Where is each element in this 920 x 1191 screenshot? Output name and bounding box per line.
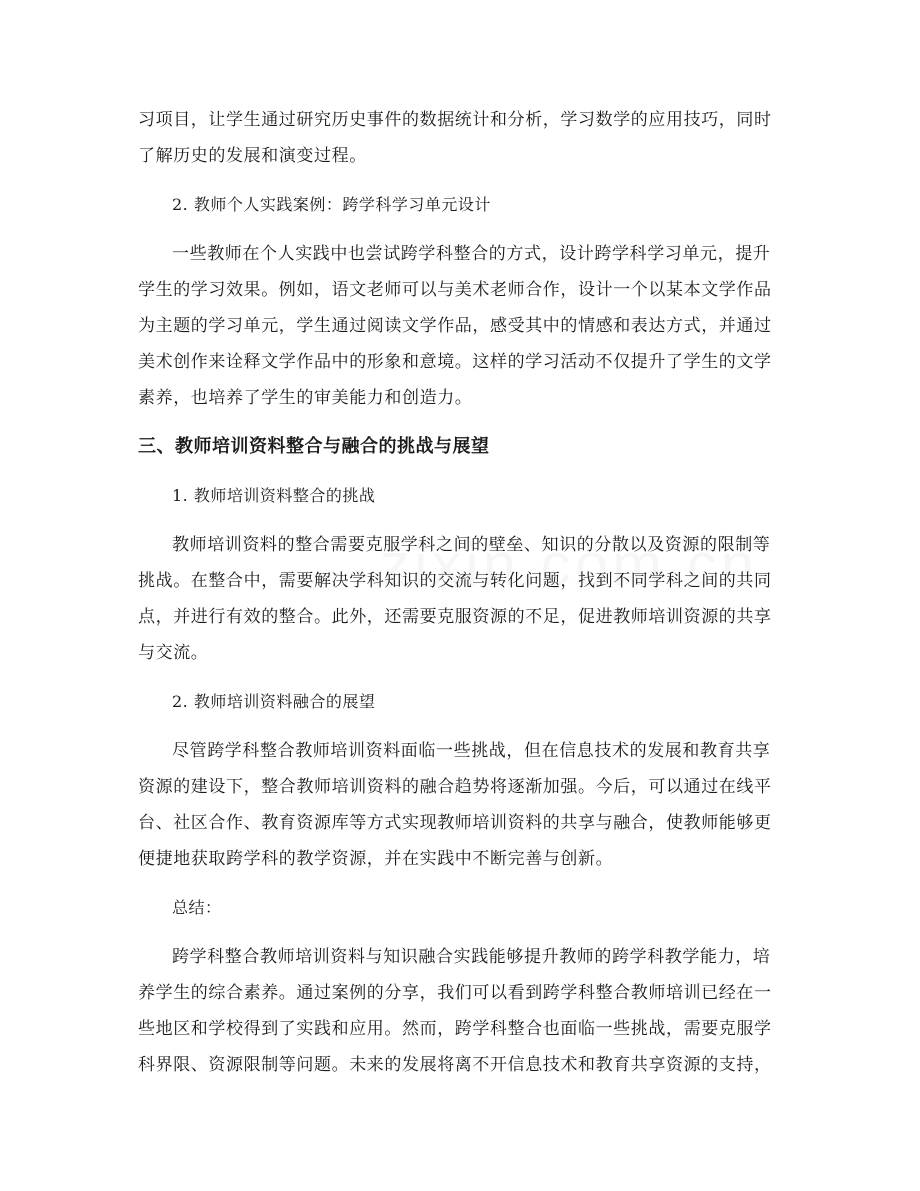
paragraph-line: 尽管跨学科整合教师培训资料面临一些挑战，但在信息技术的发展和教育共享: [172, 741, 771, 761]
paragraph-line: 科界限、资源限制等问题。未来的发展将离不开信息技术和教育共享资源的支持，: [138, 1055, 772, 1075]
outlook-subheading: 2. 教师培训资料融合的展望: [172, 692, 376, 711]
paragraph-line: 习项目，让学生通过研究历史事件的数据统计和分析，学习数学的应用技巧，同时: [138, 110, 772, 130]
paragraph-line: 台、社区合作、教育资源库等方式实现教师培训资料的共享与融合，使教师能够更: [138, 813, 772, 833]
paragraph-line: 教师培训资料的整合需要克服学科之间的壁垒、知识的分散以及资源的限制等: [172, 535, 771, 555]
paragraph-line: 养学生的综合素养。通过案例的分享，我们可以看到跨学科整合教师培训已经在一: [138, 983, 772, 1003]
paragraph-top: [138, 102, 784, 174]
paragraph-line: 挑战。在整合中，需要解决学科知识的交流与转化问题，找到不同学科之间的共同: [138, 571, 772, 591]
paragraph-line: 资源的建设下，整合教师培训资料的融合趋势将逐渐加强。今后，可以通过在线平: [138, 777, 772, 797]
document-body: [138, 102, 784, 1096]
paragraph-line: 美术创作来诠释文学作品中的形象和意境。这样的学习活动不仅提升了学生的文学: [138, 352, 772, 372]
paragraph-line: 些地区和学校得到了实践和应用。然而，跨学科整合也面临一些挑战，需要克服学: [138, 1019, 772, 1039]
summary-paragraph: [138, 939, 784, 1083]
paragraph-line: 为主题的学习单元，学生通过阅读文学作品，感受其中的情感和表达方式，并通过: [138, 316, 772, 336]
paragraph-line: 学生的学习效果。例如，语文老师可以与美术老师合作，设计一个以某本文学作品: [138, 280, 772, 300]
case2-subheading: 2. 教师个人实践案例：跨学科学习单元设计: [172, 195, 491, 214]
case2-paragraph: [138, 236, 784, 416]
challenge-subheading: 1. 教师培训资料整合的挑战: [172, 486, 376, 505]
section3-heading: 三、教师培训资料整合与融合的挑战与展望: [138, 436, 490, 457]
paragraph-line: 了解历史的发展和演变过程。: [138, 146, 367, 166]
summary-label: 总结：: [172, 898, 222, 917]
paragraph-line: 便捷地获取跨学科的教学资源，并在实践中不断完善与创新。: [138, 849, 614, 869]
challenge-paragraph: [138, 527, 784, 671]
paragraph-line: 点，并进行有效的整合。此外，还需要克服资源的不足，促进教师培训资源的共享: [138, 607, 772, 627]
paragraph-line: 跨学科整合教师培训资料与知识融合实践能够提升教师的跨学科教学能力，培: [172, 947, 771, 967]
paragraph-line: 与交流。: [138, 643, 209, 663]
outlook-paragraph: [138, 733, 784, 877]
paragraph-line: 一些教师在个人实践中也尝试跨学科整合的方式，设计跨学科学习单元，提升: [172, 244, 771, 264]
paragraph-line: 素养，也培养了学生的审美能力和创造力。: [138, 388, 473, 408]
